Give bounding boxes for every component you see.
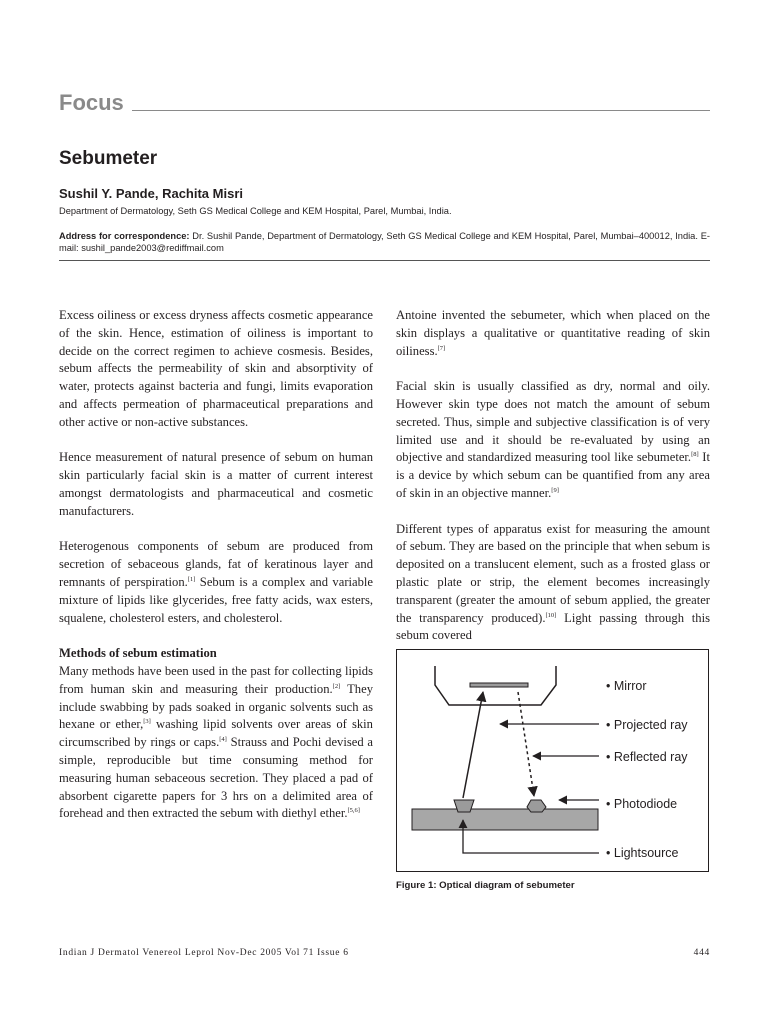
- section-label: Focus: [59, 90, 124, 115]
- paragraph: [396, 521, 710, 646]
- affiliation: Department of Dermatology, Seth GS Medical College and KEM Hospital, Parel, Mumbai, India.: [59, 206, 452, 216]
- figure-label-projected-ray: • Projected ray: [606, 718, 688, 732]
- citation-ref[interactable]: [2]: [332, 682, 341, 690]
- paragraph: [396, 378, 710, 503]
- citation-ref[interactable]: [9]: [551, 486, 559, 494]
- figure-label-photodiode: • Photodiode: [606, 797, 678, 811]
- page-number: 444: [693, 948, 710, 958]
- photodiode-shape: [527, 800, 546, 812]
- paragraph-text: Facial skin is usually classified as dry, normal and oily. However skin type does not match the amount of sebum secreted. Thus, simple and subjective classification is of very limited use and it should be re-evaluated by using an objective and standardized measuring tool like sebumeter.: [396, 379, 710, 465]
- section-rule: [132, 110, 710, 111]
- paragraph-text: Antoine invented the sebumeter, which when placed on the skin displays a qualitative or quantitative reading of skin oiliness.: [396, 308, 710, 358]
- citation-ref[interactable]: [8]: [691, 451, 699, 459]
- citation-ref[interactable]: [4]: [219, 735, 227, 743]
- article-title: Sebumeter: [59, 148, 158, 169]
- mirror-shape: [470, 683, 528, 687]
- emitter-shape: [454, 800, 474, 812]
- figure-label-lightsource: • Lightsource: [606, 846, 679, 860]
- figure-label-reflected-ray: • Reflected ray: [606, 750, 688, 764]
- citation-ref[interactable]: [10]: [545, 611, 557, 619]
- correspondence: [59, 230, 710, 254]
- paragraph-text: It is a device by which sebum can be quantified from any area of skin in an objective manner.: [396, 450, 711, 500]
- authors: Sushil Y. Pande, Rachita Misri: [59, 186, 243, 201]
- paragraph-text: Sebum is a complex and variable mixture of lipids like glycerides, free fatty acids, wax esters, squalene, cholesterol esters, and cholesterol.: [59, 574, 373, 625]
- paragraph-text: They include swabbing by pads soaked in organic solvents such as hexane or ether,: [59, 681, 373, 732]
- left-column: [59, 307, 373, 823]
- paragraph: Hence measurement of natural presence of sebum on human skin particularly facial skin is a matter of current interest amongst dermatologists and pharmaceutical and cosmetic manufacturers.: [59, 450, 373, 518]
- paragraph-text: washing lipid solvents over areas of skin circumscribed by rings or caps.: [59, 717, 373, 750]
- paragraph: Excess oiliness or excess dryness affects cosmetic appearance of the skin. Hence, estimation of oiliness is important to decide on the correct regimen to achieve cosmesis. Besides, sebum affects the permeability of skin and absorptivity of water, protects against bacteria and fungi, limits evaporation and affects permeation of pharmaceutical preparations and other active or non-active substances.: [59, 308, 373, 429]
- figure-caption: Figure 1: Optical diagram of sebumeter: [396, 880, 575, 891]
- paragraph-text: Strauss and Pochi devised a simple, reproducible but time consuming method for measuring human sebaceous secretion. They placed a pad of absorbent cigarette papers for 3 hrs on a delimited area of forehead and then extracted the sebum with diethyl ether.: [59, 735, 373, 821]
- optical-diagram: [397, 650, 708, 871]
- skin-plate: [412, 809, 598, 830]
- footer-journal: Indian J Dermatol Venereol Leprol Nov-Dec 2005 Vol 71 Issue 6: [59, 948, 349, 958]
- reflected-ray-line: [518, 692, 534, 796]
- citation-ref[interactable]: [1]: [187, 575, 196, 583]
- paragraph-text: Light passing through this sebum covered: [396, 610, 710, 643]
- right-column: [396, 307, 710, 645]
- citation-ref[interactable]: [3]: [143, 718, 151, 726]
- correspondence-text: Dr. Sushil Pande, Department of Dermatology, Seth GS Medical College and KEM Hospital, Parel, Mumbai–400012, India. E-mail: sushil_pande2003@rediffmail.com: [59, 231, 710, 253]
- paragraph-text: Different types of apparatus exist for measuring the amount of sebum. They are based on the principle that when sebum is deposited on a translucent element, such as a frosted glass or plastic plate or strip, the element becomes increasingly transparent (greater the amount of sebum applied, the greater the transparency produced).: [396, 521, 710, 625]
- paragraph-text: Many methods have been used in the past for collecting lipids from human skin and measuring their production.: [59, 663, 373, 696]
- paragraph: [396, 307, 710, 360]
- citation-ref[interactable]: [5,6]: [347, 807, 360, 815]
- paragraph: [59, 663, 373, 823]
- correspondence-label: Address for correspondence:: [59, 231, 190, 241]
- header-rule: [59, 260, 710, 261]
- paragraph-text: Heterogenous components of sebum are produced from secretion of sebaceous glands, fat of keratinous layer and remnants of perspiration.: [59, 539, 373, 589]
- projected-ray-line: [463, 692, 483, 798]
- paragraph: [59, 538, 373, 627]
- section-subheading: Methods of sebum estimation: [59, 646, 217, 661]
- figure-label-mirror: • Mirror: [606, 679, 647, 693]
- citation-ref[interactable]: [7]: [437, 344, 446, 352]
- figure-optical-diagram: [396, 649, 709, 872]
